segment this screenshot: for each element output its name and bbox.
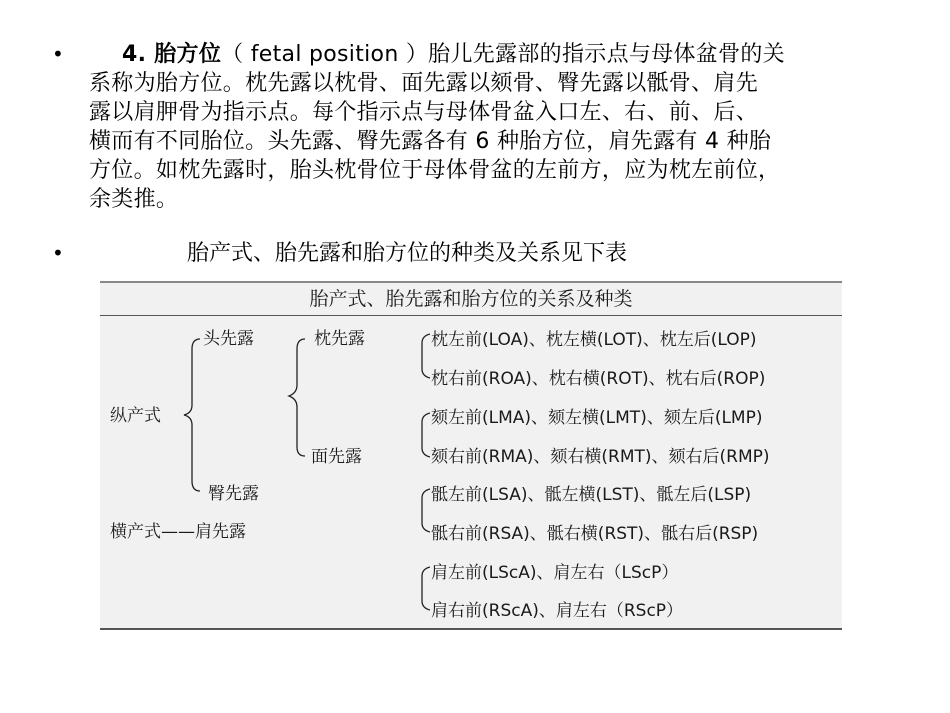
presentation-breech: 臀先露 xyxy=(208,484,259,504)
position-row: 肩右前(RScA)、肩左右（RScP） xyxy=(431,601,684,621)
table-bottom-rule xyxy=(100,628,842,630)
bullet-icon: • xyxy=(52,241,64,265)
english-term: fetal position xyxy=(243,42,406,67)
intro-text-2: 系称为胎方位。枕先露以枕骨、面先露以颏骨、臀先露以骶骨、肩先 xyxy=(89,71,759,96)
intro-text-4: 横而有不同胎位。头先露、臀先露各有 6 种胎方位，肩先露有 4 种胎 xyxy=(89,129,772,154)
bracket-occiput xyxy=(422,334,430,378)
bullet-icon: • xyxy=(52,42,64,66)
position-row: 颏右前(RMA)、颏右横(RMT)、颏右后(RMP) xyxy=(431,447,770,467)
presentation-head: 头先露 xyxy=(203,329,254,349)
intro-text-6: 余类推。 xyxy=(89,187,179,212)
position-row: 肩左前(LScA)、肩左右（LScP） xyxy=(431,563,679,583)
bracket-shoulder xyxy=(422,567,430,610)
presentation-occiput: 枕先露 xyxy=(314,329,365,349)
position-row: 骶右前(RSA)、骶右横(RST)、骶右后(RSP) xyxy=(431,524,759,544)
position-row: 骶左前(LSA)、骶左横(LST)、骶左后(LSP) xyxy=(431,485,752,505)
term-close: ） xyxy=(405,42,429,67)
table-intro-line: 胎产式、胎先露和胎方位的种类及关系见下表 xyxy=(187,241,628,266)
intro-text-3: 露以肩胛骨为指示点。每个指示点与母体骨盆入口左、右、前、后、 xyxy=(89,100,759,125)
brace-longitudinal xyxy=(184,339,200,491)
lie-transverse: 横产式——肩先露 xyxy=(110,522,246,542)
position-row: 颏左前(LMA)、颏左横(LMT)、颏左后(LMP) xyxy=(431,408,763,428)
position-row: 枕左前(LOA)、枕左横(LOT)、枕左后(LOP) xyxy=(431,330,757,350)
bracket-breech xyxy=(422,489,430,532)
intro-text-5: 方位。如枕先露时，胎头枕骨位于母体骨盆的左前方，应为枕左前位， xyxy=(89,158,781,183)
intro-paragraph xyxy=(89,40,889,214)
presentation-face: 面先露 xyxy=(311,447,362,467)
position-row: 枕右前(ROA)、枕右横(ROT)、枕右后(ROP) xyxy=(431,369,766,389)
table-title: 胎产式、胎先露和胎方位的关系及种类 xyxy=(100,281,842,316)
bracket-face xyxy=(422,413,430,457)
classification-table-image xyxy=(100,281,842,630)
section-heading: 4. 胎方位 xyxy=(122,42,222,67)
brace-head xyxy=(289,339,305,456)
lie-longitudinal: 纵产式 xyxy=(110,406,161,426)
intro-text-1: 胎儿先露部的指示点与母体盆骨的关 xyxy=(428,42,785,67)
term-open: （ xyxy=(221,42,244,67)
